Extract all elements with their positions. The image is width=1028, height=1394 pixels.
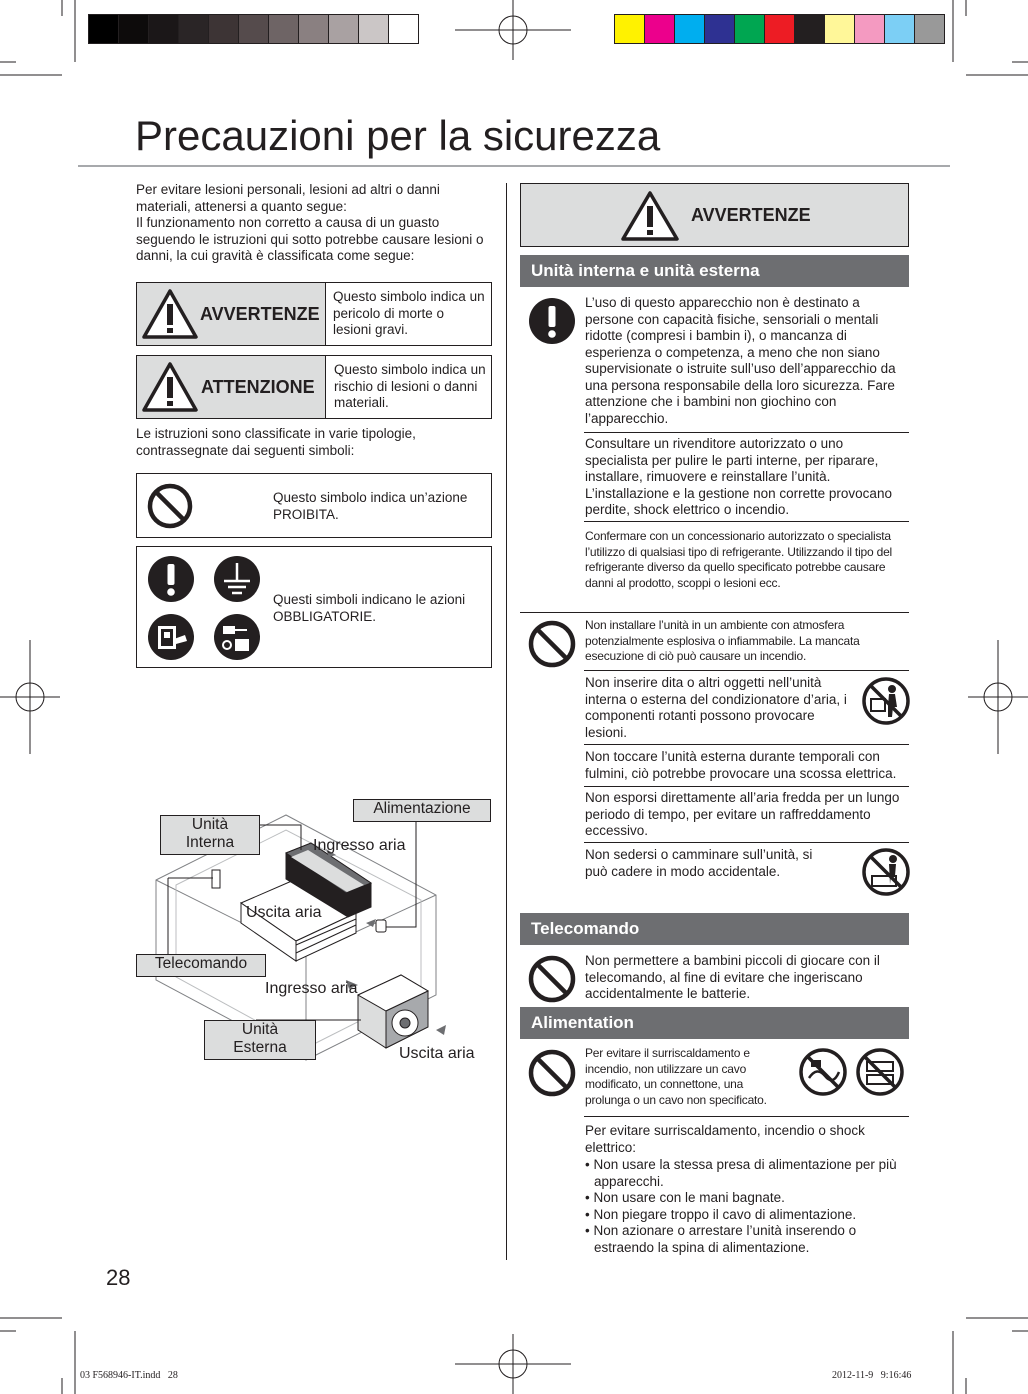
- list-item: • Non azionare o arrestare l’unità inserendo o estraendo la spina di alimentazione.: [585, 1223, 857, 1255]
- gray-swatch: [269, 15, 299, 43]
- label-power-supply: Alimentazione: [353, 799, 491, 822]
- prohibited-legend-box: [136, 473, 492, 538]
- gray-swatch: [179, 15, 209, 43]
- list-item: • Non usare la stessa presa di alimentazione per più apparecchi.: [585, 1157, 897, 1189]
- no-extension-cord-icon: [856, 1048, 904, 1096]
- label-remote-control: Telecomando: [136, 954, 266, 977]
- color-swatch: [855, 15, 885, 43]
- label-outdoor-unit: Unità Esterna: [204, 1020, 316, 1060]
- divider: [584, 670, 909, 671]
- s1-item-8: Non sedersi o camminare sull’unità, si può cadere in modo accidentale.: [585, 847, 813, 879]
- warning-triangle-icon: [141, 288, 199, 340]
- color-swatch: [675, 15, 705, 43]
- s1-item-6: Non toccare l’unità esterna durante temporali con fulmini, ciò potrebbe provocare una scossa elettrica.: [585, 749, 897, 781]
- gray-swatch: [209, 15, 239, 43]
- prohibited-description: Questo simbolo indica un’azione PROIBITA.: [273, 490, 468, 522]
- divider: [520, 612, 909, 613]
- section-header-remote: Telecomando: [520, 913, 909, 945]
- mandatory-exclamation-icon: [528, 297, 576, 345]
- warning-header-label: AVVERTENZE: [691, 205, 811, 225]
- gray-swatch: [299, 15, 329, 43]
- no-modified-cable-icon: [799, 1048, 847, 1096]
- mandatory-legend-box: [136, 546, 492, 668]
- caution-triangle-icon: [141, 361, 199, 413]
- label-air-outlet-bottom: Uscita aria: [399, 1045, 475, 1062]
- list-item: • Non usare con le mani bagnate.: [585, 1190, 785, 1205]
- gray-swatch: [119, 15, 149, 43]
- section-header-indoor-outdoor: Unità interna e unità esterna: [520, 255, 909, 287]
- gray-swatch: [89, 15, 119, 43]
- prohibited-icon: [528, 955, 576, 1003]
- page-number: 28: [106, 1265, 131, 1290]
- gray-swatch: [239, 15, 269, 43]
- gray-swatch: [359, 15, 389, 43]
- footer-timestamp: 2012-11-9 9:16:46: [832, 1370, 912, 1381]
- list-item: • Non piegare troppo il cavo di alimentazione.: [585, 1206, 857, 1222]
- prohibited-icon: [528, 1049, 576, 1097]
- caution-description: Questo simbolo indica un rischio di lesioni o danni materiali.: [334, 362, 486, 410]
- gray-swatch: [389, 15, 418, 43]
- s3-item-1: Per evitare il surriscaldamento e incendio, non utilizzare un cavo modificato, un connettone, una prolunga o un cavo non specificato.: [585, 1046, 767, 1107]
- warning-triangle-icon: [620, 190, 680, 242]
- s1-item-5: Non inserire dita o altri oggetti nell’unità interna o esterna del condizionatore d’aria, i componenti rotanti possono provocare lesioni.: [585, 675, 847, 740]
- warning-label: AVVERTENZE: [200, 304, 320, 324]
- prohibited-icon: [147, 483, 193, 529]
- warning-description: Questo simbolo indica un pericolo di morte o lesioni gravi.: [333, 289, 485, 337]
- prohibited-icon: [528, 620, 576, 668]
- s1-item-2: Consultare un rivenditore autorizzato o uno specialista per pulire le parti interne, per riparare, installare, rimuovere e reinstallare l’unità. L’installazione e la gestione non corrette provocano perdite, shock elettrico o incendio.: [585, 436, 892, 517]
- warning-legend-box: [136, 282, 492, 346]
- classify-text: Le istruzioni sono classificate in varie tipologie, contrassegnate dai seguenti simboli:: [136, 426, 416, 458]
- color-swatch: [795, 15, 825, 43]
- no-sitting-on-unit-icon: [862, 848, 910, 896]
- color-calibration-bar: [614, 14, 945, 44]
- color-swatch: [915, 15, 944, 43]
- section-header-power: Alimentation: [520, 1007, 909, 1039]
- footer-file-name: 03 F568946-IT.indd 28: [80, 1370, 178, 1381]
- warning-header-box: [520, 183, 909, 247]
- mandatory-description: Questi simboli indicano le azioni OBBLIGATORIE.: [273, 592, 466, 624]
- color-swatch: [735, 15, 765, 43]
- s1-item-4: Non installare l’unità in un ambiente con atmosfera potenzialmente esplosiva o infiammabile. La mancata esecuzione di ciò può causare un incendio.: [585, 618, 860, 663]
- color-swatch: [825, 15, 855, 43]
- s1-item-3: Confermare con un concessionario autorizzato o specialista l’utilizzo di qualsiasi tipo di refrigerante. Utilizzando il tipo del refrigerante diverso da quello specificato potrebbe causare danni al prodotto, scoppi o lesioni ecc.: [585, 529, 893, 590]
- caution-label: ATTENZIONE: [201, 377, 315, 397]
- divider: [584, 432, 909, 433]
- mandatory-exclamation-icon: [147, 555, 195, 603]
- label-indoor-unit: Unità Interna: [160, 815, 260, 855]
- color-swatch: [885, 15, 915, 43]
- label-air-outlet-top: Uscita aria: [246, 904, 322, 921]
- divider: [584, 1116, 909, 1117]
- column-divider: [506, 183, 507, 1260]
- color-swatch: [705, 15, 735, 43]
- s1-item-1: L’uso di questo apparecchio non è destinato a persone con capacità fisiche, sensoriali o mentali ridotte (compresi i bambin i), o mancanza di esperienza o competenza, a meno che non siano supervisionate o istruite sull’uso dell’apparecchio da una persona responsabile della loro sicurezza. Fare attenzione che i bambini non giochino con l’apparecchio.: [585, 295, 896, 426]
- page-title: Precauzioni per la sicurezza: [135, 112, 661, 159]
- intro-text: Per evitare lesioni personali, lesioni ad altri o danni materiali, attenersi a quanto segue: Il funzionamento non corretto a causa di un guasto seguendo le istruzioni qui sotto potrebbe causare lesioni o danni, la cui gravità è classificata come segue:: [136, 182, 484, 263]
- s3-item-2-intro: Per evitare surriscaldamento, incendio o shock elettrico:: [585, 1123, 865, 1155]
- color-swatch: [615, 15, 645, 43]
- color-swatch: [765, 15, 795, 43]
- unplug-icon: [213, 613, 261, 661]
- title-rule: [78, 165, 950, 167]
- color-swatch: [645, 15, 675, 43]
- label-air-inlet-top: Ingresso aria: [313, 837, 406, 854]
- caution-legend-box: [136, 355, 492, 419]
- divider: [584, 521, 909, 522]
- no-fingers-in-unit-icon: [862, 677, 910, 725]
- gray-swatch: [329, 15, 359, 43]
- label-air-inlet-bottom: Ingresso aria: [265, 980, 358, 997]
- s1-item-7: Non esporsi direttamente all’aria fredda per un lungo periodo di tempo, per evitare un raffreddamento eccessivo.: [585, 790, 900, 838]
- gray-swatch: [149, 15, 179, 43]
- s3-bullet-list: [585, 1157, 907, 1256]
- switch-off-icon: [147, 613, 195, 661]
- s2-item-1: Non permettere a bambini piccoli di giocare con il telecomando, al fine di evitare che ingeriscano accidentalmente le batterie.: [585, 953, 880, 1001]
- divider: [584, 744, 909, 745]
- ground-connection-icon: [213, 555, 261, 603]
- gray-calibration-bar: [88, 14, 419, 44]
- divider: [584, 786, 909, 787]
- divider: [584, 842, 909, 843]
